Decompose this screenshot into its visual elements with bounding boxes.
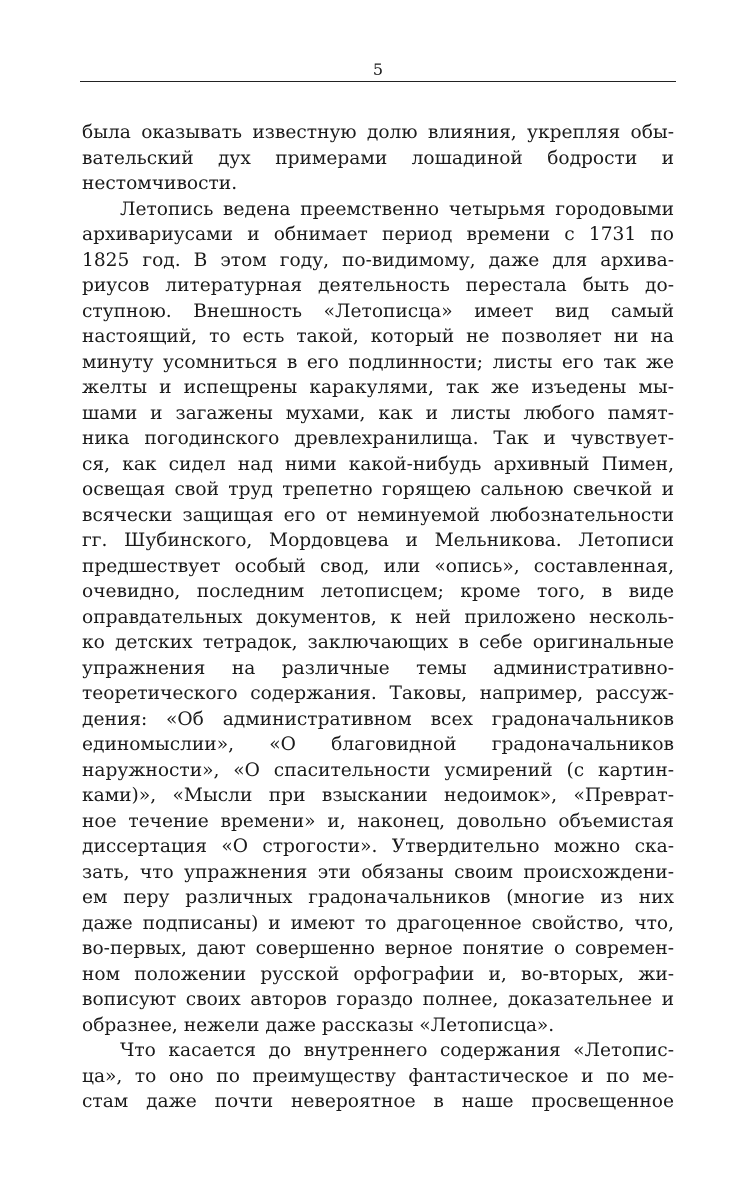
text-line: была оказывать известную долю влияния, укрепляя обы-	[82, 122, 674, 143]
text-line: вательский дух примерами лошадиной бодрости и	[82, 147, 674, 169]
text-line: упражнения на различные темы административно-	[82, 657, 674, 679]
text-line: архивариусами и обнимает период времени с 1731 по	[82, 224, 674, 245]
text-line: единомыслии», «О благовидной градоначальников	[82, 734, 674, 755]
text-line: теоретического содержания. Таковы, например, рассуж-	[82, 683, 674, 704]
text-line: вописуют своих авторов гораздо полнее, доказательнее и	[82, 989, 674, 1010]
text-line: шами и загажены мухами, как и листы любого памят-	[82, 402, 674, 424]
text-line: во-первых, дают совершенно верное понятие о современ-	[82, 938, 674, 959]
text-line: 1825 год. В этом году, по-видимому, даже для архива-	[82, 249, 674, 271]
text-line: диссертация «О строгости». Утвердительно можно ска-	[82, 836, 674, 857]
text-line: Летопись ведена преемственно четырьмя городовыми	[120, 198, 674, 220]
text-line: образнее, нежели даже рассказы «Летописца».	[82, 1014, 555, 1036]
text-line: всячески защищая его от неминуемой любознательности	[82, 504, 674, 526]
text-line: предшествует особый свод, или «опись», составленная,	[82, 555, 674, 577]
text-line: освещая свой труд трепетно горящею сальною свечкой и	[82, 479, 674, 500]
text-line: желты и испещрены каракулями, так же изъедены мы-	[82, 377, 674, 398]
page-number: 5	[372, 60, 384, 79]
text-line: зать, что упражнения эти обязаны своим происхождени-	[82, 861, 674, 883]
text-line: ном положении русской орфографии и, во-вторых, жи-	[82, 963, 674, 985]
text-line: ное течение времени» и, наконец, довольно объемистая	[82, 810, 674, 832]
text-line: нестомчивости.	[82, 173, 238, 194]
text-line: гг. Шубинского, Мордовцева и Мельникова. Летописи	[82, 530, 674, 551]
text-line: ся, как сидел над ними какой-нибудь архивный Пимен,	[82, 453, 674, 475]
text-line: настоящий, то есть такой, который не позволяет ни на	[82, 326, 674, 347]
text-line: ника погодинского древлехранилища. Так и чувствует-	[82, 428, 674, 449]
text-line: ца», то оно по преимуществу фантастическое и по ме-	[82, 1065, 674, 1087]
text-line: стам даже почти невероятное в наше просвещенное	[82, 1091, 674, 1112]
body-text	[82, 120, 674, 1115]
header-rule	[80, 81, 676, 82]
text-line: ступною. Внешность «Летописца» имеет вид самый	[82, 300, 674, 322]
text-line: очевидно, последним летописцем; кроме того, в виде	[82, 581, 674, 602]
text-line: ем перу различных градоначальников (многие из них	[82, 887, 674, 908]
text-line: оправдательных документов, к ней приложено несколь-	[82, 606, 674, 628]
text-line: минуту усомниться в его подлинности; листы его так же	[82, 351, 674, 373]
text-line: даже подписаны) и имеют то драгоценное свойство, что,	[82, 912, 674, 934]
text-line: ко детских тетрадок, заключающих в себе оригинальные	[82, 632, 674, 653]
text-line: ками)», «Мысли при взыскании недоимок», «Преврат-	[82, 785, 674, 806]
text-line: Что касается до внутреннего содержания «Летопис-	[120, 1040, 674, 1061]
text-line: дения: «Об административном всех градоначальников	[82, 708, 674, 730]
text-line: наружности», «О спасительности усмирений (с картин-	[82, 759, 674, 781]
text-line: риусов литературная деятельность перестала быть до-	[82, 275, 674, 296]
